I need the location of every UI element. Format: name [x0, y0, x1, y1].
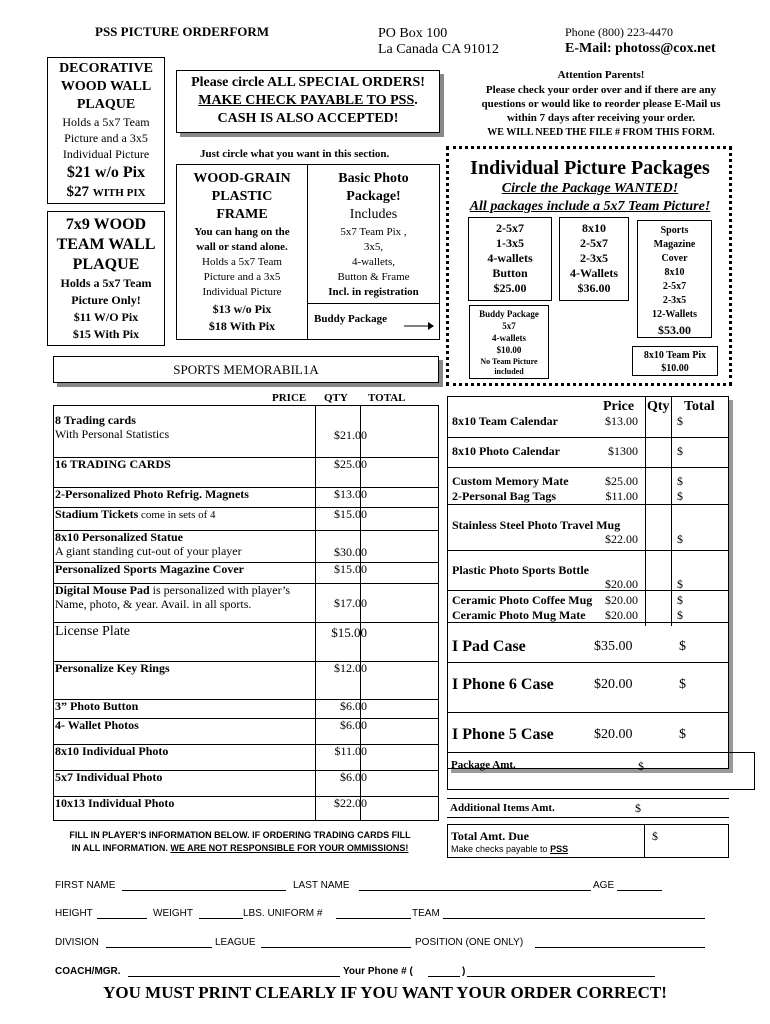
- right-row-divider: [447, 622, 729, 623]
- team-plaque-title3: PLAQUE: [72, 256, 140, 273]
- basic-item1: 5x7 Team Pix ,: [340, 226, 407, 238]
- package-2-price: $36.00: [577, 281, 611, 295]
- table-row[interactable]: [55, 583, 435, 611]
- item-name: 8 Trading cards: [55, 413, 136, 427]
- item-name-text: Stadium Tickets: [55, 507, 139, 521]
- item-name: 8x10 Individual Photo: [55, 744, 169, 758]
- table-row[interactable]: [55, 744, 435, 758]
- decor-price2: [48, 184, 164, 202]
- basic-includes: Includes: [349, 207, 398, 222]
- area-code-field[interactable]: [428, 976, 460, 977]
- table-row[interactable]: [55, 507, 435, 522]
- attention-line2: Please check your order over and if there are any: [485, 84, 717, 96]
- footer-warning: YOU MUST PRINT CLEARLY IF YOU WANT YOUR ORDER CORRECT!: [103, 983, 667, 1002]
- item-price: $20.00: [605, 608, 638, 622]
- item-total[interactable]: $: [679, 639, 686, 654]
- basic-package-box: [307, 164, 440, 340]
- circle-note: Just circle what you want in this section.: [200, 148, 390, 160]
- total-due-box: [447, 824, 729, 858]
- table-row[interactable]: [55, 699, 435, 713]
- package-sports-line: Sports: [660, 225, 689, 236]
- fill-note-line2a: IN ALL INFORMATION.: [71, 843, 168, 853]
- your-phone-label: Your Phone # (: [343, 966, 413, 977]
- wood-frame-price2: $18 With Pix: [208, 319, 276, 333]
- age-label: AGE: [593, 880, 615, 891]
- phone-number: Phone (800) 223-4470: [565, 25, 673, 39]
- arrow-right-icon: [404, 321, 434, 331]
- position-field[interactable]: [535, 947, 705, 948]
- fill-note-line1: FILL IN PLAYER’S INFORMATION BELOW. IF ORDERING TRADING CARDS FILL: [69, 830, 411, 840]
- wood-frame-title3: FRAME: [216, 207, 268, 222]
- table-row[interactable]: [55, 562, 435, 576]
- item-name: I Phone 6 Case: [452, 676, 554, 693]
- table-row[interactable]: [55, 530, 435, 558]
- item-name: 8x10 Personalized Statue: [55, 530, 183, 544]
- right-col-price: Price: [603, 399, 635, 414]
- weight-field[interactable]: [199, 918, 243, 919]
- package-1[interactable]: [468, 217, 552, 301]
- basic-buddy: Buddy Package: [314, 313, 388, 325]
- item-name: I Phone 5 Case: [452, 726, 554, 743]
- total-due-dollar: $: [652, 829, 658, 843]
- item-sub2: Name, photo, & year. Avail. in all sports.: [55, 597, 252, 611]
- decor-desc2: Picture and a 3x5: [64, 131, 148, 145]
- package-sports-cover[interactable]: [637, 220, 712, 338]
- mem-col-total: TOTAL: [368, 392, 406, 404]
- package-1-line: 1-3x5: [496, 236, 524, 250]
- table-row[interactable]: [55, 770, 435, 784]
- form-title: PSS PICTURE ORDERFORM: [95, 24, 270, 39]
- item-price: $30.00: [334, 545, 367, 559]
- item-price: $22.00: [605, 532, 638, 546]
- right-row-divider: [447, 550, 729, 551]
- item-price: $25.00: [334, 457, 367, 471]
- item-price: $6.00: [340, 699, 367, 713]
- item-total[interactable]: $: [677, 608, 683, 622]
- last-name-label: LAST NAME: [293, 880, 350, 891]
- item-price: $13.00: [334, 487, 367, 501]
- item-sub: come in sets of 4: [138, 509, 216, 521]
- item-price: $15.00: [331, 625, 367, 640]
- table-row[interactable]: [55, 718, 435, 732]
- item-price: $11.00: [334, 744, 367, 758]
- package-1-line: 4-wallets: [487, 251, 533, 265]
- basic-title1: Basic Photo: [338, 171, 409, 186]
- team-plaque-title1: 7x9 WOOD: [65, 216, 147, 233]
- email-address: E-Mail: photoss@cox.net: [565, 41, 716, 56]
- package-buddy-line: 5x7: [502, 321, 516, 331]
- special-orders-box: [176, 70, 440, 133]
- basic-title2: Package!: [346, 189, 401, 204]
- city-address: La Canada CA 91012: [378, 42, 499, 57]
- right-col-divider: [671, 396, 672, 626]
- basic-item2: 3x5,: [363, 241, 384, 253]
- package-team-pix-line: 8x10 Team Pix: [643, 350, 707, 361]
- wood-frame-desc4: Picture and a 3x5: [203, 271, 281, 283]
- additional-amt-label: Additional Items Amt.: [450, 802, 555, 814]
- item-name: Ceramic Photo Mug Mate: [452, 608, 586, 622]
- height-label: HEIGHT: [55, 908, 93, 919]
- packages-subtitle2: All packages include a 5x7 Team Picture!: [469, 199, 711, 214]
- wood-frame-desc1: You can hang on the: [194, 226, 290, 238]
- item-price: $11.00: [605, 489, 638, 503]
- package-sports-price: $53.00: [658, 323, 691, 337]
- item-price: $12.00: [334, 661, 367, 675]
- checks-payable-text: Make checks payable to: [451, 844, 548, 854]
- table-row[interactable]: [55, 457, 435, 471]
- league-label: LEAGUE: [215, 937, 256, 948]
- table-row[interactable]: [55, 796, 435, 810]
- package-sports-line: 8x10: [664, 267, 685, 278]
- height-field[interactable]: [97, 918, 147, 919]
- decor-price2-amount: $27: [66, 184, 89, 200]
- phone-field[interactable]: [467, 976, 655, 977]
- memorabilia-header: [53, 356, 439, 383]
- item-price: $20.00: [605, 577, 638, 591]
- wood-frame-title2: PLASTIC: [211, 189, 273, 204]
- right-col-total: Total: [684, 399, 715, 414]
- lbs-uniform-label: LBS. UNIFORM #: [243, 908, 323, 919]
- memorabilia-title: SPORTS MEMORABIL1A: [173, 362, 319, 377]
- item-price: $15.00: [334, 562, 367, 576]
- item-name: License Plate: [55, 624, 131, 639]
- item-price: $22.00: [334, 796, 367, 810]
- item-total[interactable]: $: [677, 532, 683, 546]
- attention-title: Attention Parents!: [557, 69, 645, 81]
- right-col-divider: [645, 396, 646, 626]
- special-line2-text: MAKE CHECK PAYABLE TO PSS: [198, 93, 415, 108]
- item-name: 2-Personal Bag Tags: [452, 489, 557, 503]
- po-box: PO Box 100: [378, 26, 448, 41]
- decor-title1: DECORATIVE: [59, 61, 153, 76]
- package-2-line: 2-5x7: [580, 236, 608, 250]
- wood-frame-box: [176, 164, 308, 340]
- item-price: $15.00: [334, 507, 367, 521]
- special-line2-end: .: [414, 93, 418, 108]
- package-buddy-line: 4-wallets: [492, 333, 526, 343]
- package-1-line: Button: [492, 266, 528, 280]
- item-name: Plastic Photo Sports Bottle: [452, 563, 589, 577]
- item-name: 8x10 Photo Calendar: [452, 444, 560, 458]
- package-2-line: 2-3x5: [580, 251, 608, 265]
- right-row-divider: [447, 712, 729, 713]
- special-line2: [177, 93, 439, 109]
- item-sub: is personalized with player’s: [149, 583, 291, 597]
- item-price: $6.00: [340, 718, 367, 732]
- packages-title: Individual Picture Packages: [470, 157, 710, 179]
- item-sub: A giant standing cut-out of your player: [55, 544, 242, 558]
- coach-field[interactable]: [128, 976, 340, 977]
- item-name: [55, 507, 435, 522]
- fill-note-line2b: WE ARE NOT RESPONSIBLE FOR YOUR OMMISSIONS!: [170, 843, 409, 853]
- team-plaque-desc2: Picture Only!: [71, 293, 141, 307]
- item-name: 10x13 Individual Photo: [55, 796, 175, 810]
- wood-frame-desc3: Holds a 5x7 Team: [202, 256, 282, 268]
- item-price: $13.00: [605, 414, 638, 428]
- item-name: I Pad Case: [452, 638, 526, 655]
- package-buddy-note: No Team Picture: [480, 357, 538, 366]
- wood-frame-desc2: wall or stand alone.: [196, 241, 288, 253]
- right-col-qty: Qty: [647, 399, 670, 414]
- item-name: 5x7 Individual Photo: [55, 770, 163, 784]
- item-name: 8x10 Team Calendar: [452, 414, 559, 428]
- item-price: $20.00: [594, 727, 633, 742]
- item-name: [55, 583, 435, 597]
- item-price: $6.00: [340, 770, 367, 784]
- table-row[interactable]: [55, 413, 435, 441]
- mem-col-qty: QTY: [324, 392, 348, 404]
- item-name: Personalize Key Rings: [55, 661, 170, 675]
- age-field[interactable]: [617, 890, 662, 891]
- decor-price1: $21 w/o Pix: [66, 164, 146, 181]
- item-total[interactable]: $: [677, 577, 683, 591]
- right-row-divider: [447, 504, 729, 505]
- weight-label: WEIGHT: [153, 908, 193, 919]
- package-1-price: $25.00: [493, 281, 527, 295]
- wood-frame-price1: $13 w/o Pix: [212, 302, 272, 316]
- item-name: Ceramic Photo Coffee Mug: [452, 593, 593, 607]
- attention-line3: questions or would like to reorder please E-Mail us: [481, 98, 721, 110]
- right-row-divider: [447, 662, 729, 663]
- package-buddy-line: Buddy Package: [479, 309, 539, 319]
- package-sports-line: 2-5x7: [662, 281, 687, 292]
- package-sports-line: 12-Wallets: [652, 309, 697, 320]
- table-row[interactable]: [55, 622, 435, 640]
- additional-amt-dollar: $: [635, 801, 641, 815]
- package-2-line: 4-Wallets: [570, 266, 618, 280]
- package-1-line: 2-5x7: [496, 221, 524, 235]
- checks-payable-pss: PSS: [550, 844, 569, 854]
- special-line1: Please circle ALL SPECIAL ORDERS!: [191, 75, 425, 90]
- first-name-label: FIRST NAME: [55, 880, 116, 891]
- fill-note-line2: [30, 843, 450, 854]
- decorative-plaque-box: [47, 57, 165, 204]
- team-plaque-box: [47, 211, 165, 346]
- item-price: $21.00: [334, 428, 367, 442]
- packages-subtitle: Circle the Package WANTED!: [501, 181, 679, 196]
- item-total[interactable]: $: [677, 593, 683, 607]
- team-label: TEAM: [412, 908, 440, 919]
- item-name: 16 TRADING CARDS: [55, 457, 171, 471]
- attention-line4: within 7 days after receiving your order.: [506, 112, 696, 124]
- basic-divider: [308, 303, 439, 304]
- item-total[interactable]: $: [679, 677, 686, 692]
- last-name-field[interactable]: [359, 890, 591, 891]
- package-amt-box: [447, 752, 755, 790]
- package-buddy-note: included: [494, 367, 524, 376]
- checks-payable: [451, 844, 568, 855]
- league-field[interactable]: [261, 947, 411, 948]
- package-sports-line: Magazine: [653, 239, 696, 250]
- package-buddy-price: $10.00: [496, 345, 522, 355]
- decor-title2: WOOD WALL: [60, 79, 152, 94]
- additional-amt-box: [447, 798, 729, 818]
- package-team-pix-price: $10.00: [661, 363, 689, 374]
- attention-line5: WE WILL NEED THE FILE # FROM THIS FORM.: [487, 127, 715, 138]
- item-name: Personalized Sports Magazine Cover: [55, 562, 244, 576]
- decor-desc3: Individual Picture: [62, 147, 150, 161]
- package-2[interactable]: [559, 217, 629, 301]
- item-total[interactable]: $: [677, 474, 683, 488]
- item-price: $1300: [608, 444, 638, 458]
- table-row[interactable]: [55, 487, 435, 501]
- package-buddy[interactable]: [469, 305, 549, 379]
- decor-desc1: Holds a 5x7 Team: [62, 115, 150, 129]
- decor-price2-suffix: WITH PIX: [92, 187, 146, 199]
- special-line3: CASH IS ALSO ACCEPTED!: [217, 111, 399, 126]
- basic-item5: Incl. in registration: [328, 286, 419, 298]
- item-price: $20.00: [605, 593, 638, 607]
- package-amt-label: Package Amt.: [451, 759, 516, 771]
- right-row-divider: [447, 437, 729, 438]
- item-price: $25.00: [605, 474, 638, 488]
- item-name: 4- Wallet Photos: [55, 718, 139, 732]
- item-name: Stainless Steel Photo Travel Mug: [452, 518, 621, 532]
- item-total[interactable]: $: [679, 727, 686, 742]
- package-amt-dollar: $: [638, 759, 644, 773]
- wood-frame-title1: WOOD-GRAIN: [193, 171, 291, 186]
- package-team-pix[interactable]: [632, 346, 718, 376]
- team-plaque-title2: TEAM WALL: [56, 236, 156, 253]
- item-name: Custom Memory Mate: [452, 474, 569, 488]
- item-total[interactable]: $: [677, 414, 683, 428]
- item-price: $17.00: [334, 596, 367, 610]
- division-label: DIVISION: [55, 937, 99, 948]
- basic-item3: 4-wallets,: [351, 256, 396, 268]
- total-due-divider: [644, 825, 645, 857]
- package-sports-line: 2-3x5: [662, 295, 687, 306]
- item-name-text: Digital Mouse Pad: [55, 583, 150, 597]
- mem-col-price: PRICE: [272, 392, 307, 404]
- division-field[interactable]: [106, 947, 212, 948]
- item-total[interactable]: $: [677, 444, 683, 458]
- package-sports-line: Cover: [661, 253, 688, 264]
- team-plaque-price2: $15 With Pix: [72, 327, 140, 341]
- your-phone-paren: ): [462, 966, 466, 977]
- basic-item4: Button & Frame: [337, 271, 410, 283]
- item-total[interactable]: $: [677, 489, 683, 503]
- item-sub: With Personal Statistics: [55, 427, 170, 441]
- coach-label: COACH/MGR.: [55, 966, 121, 977]
- team-plaque-price1: $11 W/O Pix: [73, 310, 139, 324]
- first-name-field[interactable]: [122, 890, 286, 891]
- decor-title3: PLAQUE: [76, 97, 136, 112]
- team-field[interactable]: [443, 918, 705, 919]
- item-name: 3” Photo Button: [55, 699, 139, 713]
- uniform-field[interactable]: [336, 918, 411, 919]
- package-2-line: 8x10: [582, 221, 606, 235]
- position-label: POSITION (ONE ONLY): [415, 937, 524, 948]
- item-name: 2-Personalized Photo Refrig. Magnets: [55, 487, 249, 501]
- right-row-divider: [447, 467, 729, 468]
- item-price: $20.00: [594, 677, 633, 692]
- total-due-label: Total Amt. Due: [451, 829, 529, 843]
- right-row-divider: [447, 590, 729, 591]
- item-price: $35.00: [594, 639, 633, 654]
- wood-frame-desc5: Individual Picture: [202, 286, 282, 298]
- table-row[interactable]: [55, 661, 435, 675]
- team-plaque-desc1: Holds a 5x7 Team: [60, 276, 152, 290]
